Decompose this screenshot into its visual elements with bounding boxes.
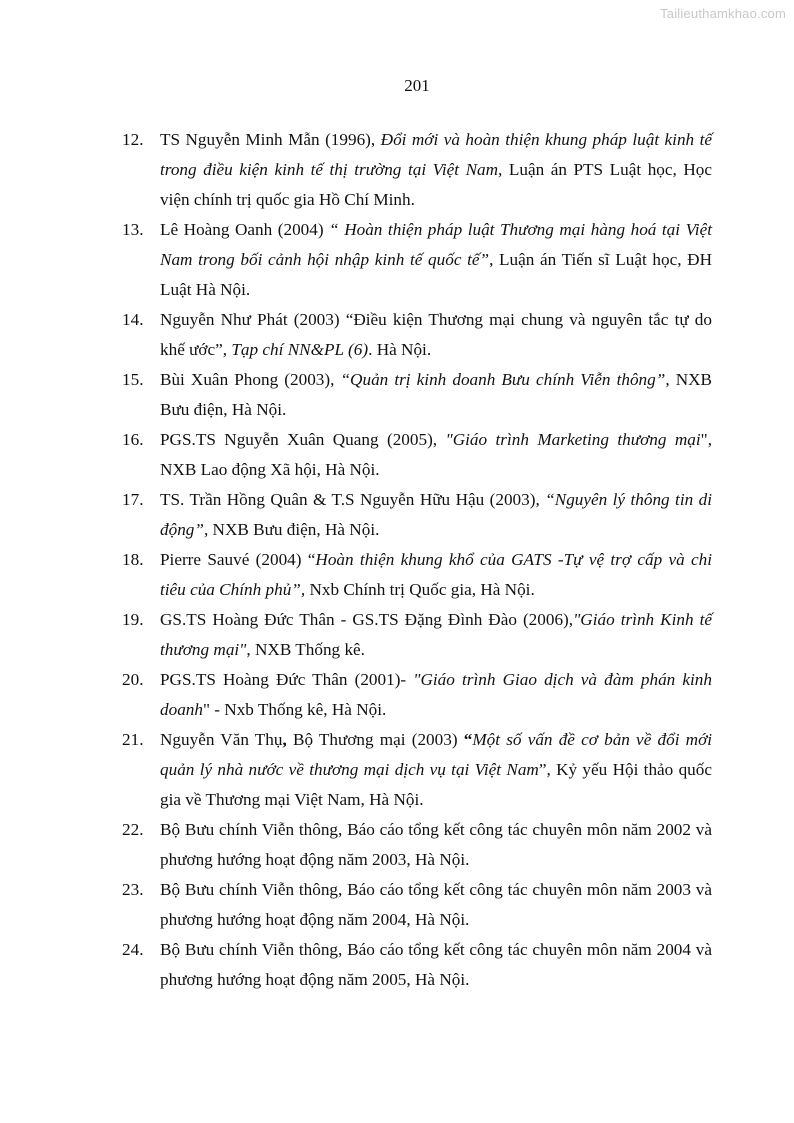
reference-text: TS Nguyễn Minh Mẫn (1996), Đổi mới và hoàn thiện khung pháp luật kinh tế trong điều kiện kinh tế thị trường tại Việt Nam, Luận án PTS Luật học, Học viện chính trị quốc gia Hồ Chí Minh. [160,130,713,209]
reference-text: Nguyễn Văn Thụ, Bộ Thương mại (2003) “Một số vấn đề cơ bản về đổi mới quản lý nhà nước về thương mại dịch vụ tại Việt Nam”, Kỷ yếu Hội thảo quốc gia về Thương mại Việt Nam, Hà Nội. [160,730,713,809]
reference-item [122,365,712,425]
page-number: 201 [404,76,430,95]
reference-text: Bộ Bưu chính Viễn thông, Báo cáo tổng kết công tác chuyên môn năm 2003 và phương hướng hoạt động năm 2004, Hà Nội. [160,880,712,929]
reference-number: 12. [122,130,144,149]
reference-item [122,605,712,665]
reference-number: 14. [122,310,144,329]
reference-item [122,545,712,605]
reference-text: TS. Trần Hồng Quân & T.S Nguyễn Hữu Hậu (2003), “Nguyên lý thông tin di động”, NXB Bưu điện, Hà Nội. [160,490,712,539]
reference-item [122,935,712,995]
reference-number: 15. [122,370,144,389]
reference-item [122,485,712,545]
reference-item [122,215,712,305]
reference-text: PGS.TS Nguyễn Xuân Quang (2005), "Giáo trình Marketing thương mại", NXB Lao động Xã hội, Hà Nội. [160,430,712,479]
reference-number: 18. [122,550,144,569]
reference-item [122,125,712,215]
reference-number: 16. [122,430,144,449]
reference-number: 21. [122,730,144,749]
reference-text: Bộ Bưu chính Viễn thông, Báo cáo tổng kết công tác chuyên môn năm 2002 và phương hướng hoạt động năm 2003, Hà Nội. [160,820,712,869]
reference-number: 13. [122,220,144,239]
reference-text: GS.TS Hoàng Đức Thân - GS.TS Đặng Đình Đào (2006),"Giáo trình Kinh tế thương mại", NXB Thống kê. [160,610,712,659]
watermark: Tailieuthamkhao.com [660,6,786,21]
reference-number: 17. [122,490,144,509]
reference-list [122,125,712,995]
reference-number: 23. [122,880,144,899]
reference-text: Bộ Bưu chính Viễn thông, Báo cáo tổng kết công tác chuyên môn năm 2004 và phương hướng hoạt động năm 2005, Hà Nội. [160,940,712,989]
reference-number: 20. [122,670,144,689]
reference-item [122,665,712,725]
reference-text: Nguyễn Như Phát (2003) “Điều kiện Thương mại chung và nguyên tắc tự do khế ước”, Tạp chí NN&PL (6). Hà Nội. [160,310,712,359]
reference-item [122,725,712,815]
reference-item [122,425,712,485]
reference-item [122,815,712,875]
reference-item [122,875,712,935]
reference-number: 19. [122,610,144,629]
reference-number: 22. [122,820,144,839]
reference-text: Lê Hoàng Oanh (2004) “ Hoàn thiện pháp luật Thương mại hàng hoá tại Việt Nam trong bối cảnh hội nhập kinh tế quốc tế”, Luận án Tiến sĩ Luật học, ĐH Luật Hà Nội. [160,220,712,299]
reference-item [122,305,712,365]
reference-number: 24. [122,940,144,959]
reference-text: Pierre Sauvé (2004) “Hoàn thiện khung khổ của GATS -Tự vệ trợ cấp và chi tiêu của Chính phủ”, Nxb Chính trị Quốc gia, Hà Nội. [160,550,712,599]
reference-text: PGS.TS Hoàng Đức Thân (2001)- "Giáo trình Giao dịch và đàm phán kinh doanh" - Nxb Thống kê, Hà Nội. [160,670,712,719]
reference-text: Bùi Xuân Phong (2003), “Quản trị kinh doanh Bưu chính Viễn thông”, NXB Bưu điện, Hà Nội. [160,370,712,419]
